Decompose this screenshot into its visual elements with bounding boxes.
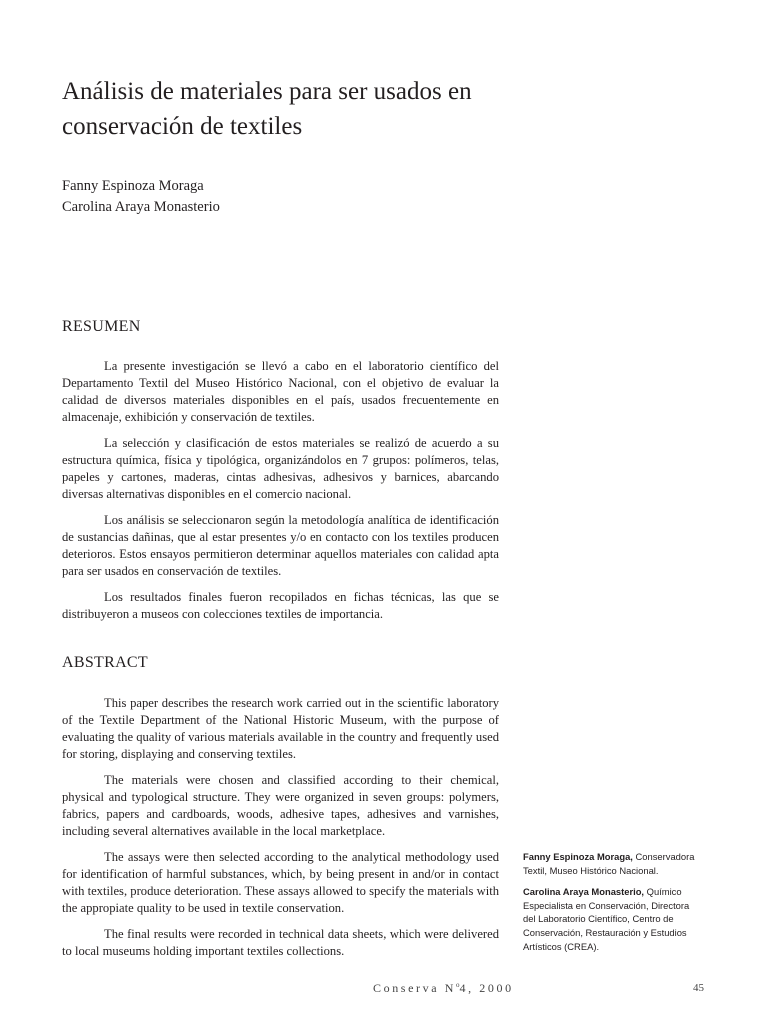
resumen-paragraph: La presente investigación se llevó a cabo en el laboratorio científico del Departamento Textil del Museo Histórico Nacional, con el objetivo de evaluar la calidad de diversos materiales disponibles en el país, usados frecuentemente en almacenaje, exhibición y conservación de textiles. bbox=[62, 359, 499, 424]
affiliation-desc: Químico Especialista en Conservación, Directora del Laboratorio Científico, Centro de Conservación, Restauración y Estudios Artísticos (CREA). bbox=[523, 886, 690, 952]
abstract-heading: ABSTRACT bbox=[62, 654, 148, 671]
abstract-paragraph: The assays were then selected according to the analytical methodology used for identification of harmful substances, which, by being present in and/or in contact with textiles, produce deterioration. These assays allowed to specify the materials with the appropiate quality to be used in textile conservation. bbox=[62, 850, 499, 915]
resumen-body bbox=[62, 358, 499, 632]
author-list bbox=[62, 176, 220, 218]
journal-footer bbox=[373, 981, 514, 996]
abstract-paragraph: The final results were recorded in technical data sheets, which were delivered to local museums holding important textiles collections. bbox=[62, 927, 499, 958]
affiliation-note bbox=[523, 850, 701, 877]
affiliation-name: Carolina Araya Monasterio, bbox=[523, 886, 645, 898]
author-name: Carolina Araya Monasterio bbox=[62, 199, 220, 215]
resumen-paragraph: Los análisis se seleccionaron según la metodología analítica de identificación de sustancias dañinas, que al estar presentes y/o en contacto con los textiles producen deterioros. Estos ensayos permitieron determinar aquellos materiales con calidad apta para ser usados en conservación de textiles. bbox=[62, 513, 499, 578]
journal-name: Conserva N bbox=[373, 981, 456, 995]
resumen-paragraph: La selección y clasificación de estos materiales se realizó de acuerdo a su estructura química, física y tipológica, organizándolos en 7 grupos: polímeros, telas, papeles y cartones, maderas, cintas adhesivas, adhesivos y barnices, abarcando diversas alternativas disponibles en el comercio nacional. bbox=[62, 436, 499, 501]
author-affiliations bbox=[523, 850, 701, 961]
affiliation-name: Fanny Espinoza Moraga, bbox=[523, 851, 633, 862]
journal-issue: 4, 2000 bbox=[459, 981, 514, 995]
resumen-paragraph: Los resultados finales fueron recopilados en fichas técnicas, las que se distribuyeron a museos con colecciones textiles de importancia. bbox=[62, 590, 499, 621]
article-title: Análisis de materiales para ser usados en conservación de textiles bbox=[62, 78, 472, 140]
author-name: Fanny Espinoza Moraga bbox=[62, 178, 204, 194]
abstract-paragraph: The materials were chosen and classified according to their chemical, physical and typological structure. They were organized in seven groups: polymers, fabrics, papers and cardboards, woods, adhesive tapes, adhesives and varnishes, including several alternatives available in the local marketplace. bbox=[62, 773, 499, 838]
page-number: 45 bbox=[693, 982, 704, 994]
affiliation-desc: Conservadora Textil, Museo Histórico Nacional. bbox=[523, 851, 695, 876]
abstract-paragraph: This paper describes the research work carried out in the scientific laboratory of the Textile Department of the National Historic Museum, with the purpose of evaluating the quality of various materials available in the country and frequently used for storing, displaying and conserving textiles. bbox=[62, 696, 499, 761]
abstract-body bbox=[62, 695, 499, 969]
journal-number-sign: o bbox=[456, 981, 460, 989]
affiliation-note bbox=[523, 885, 701, 953]
resumen-heading: RESUMEN bbox=[62, 318, 141, 335]
